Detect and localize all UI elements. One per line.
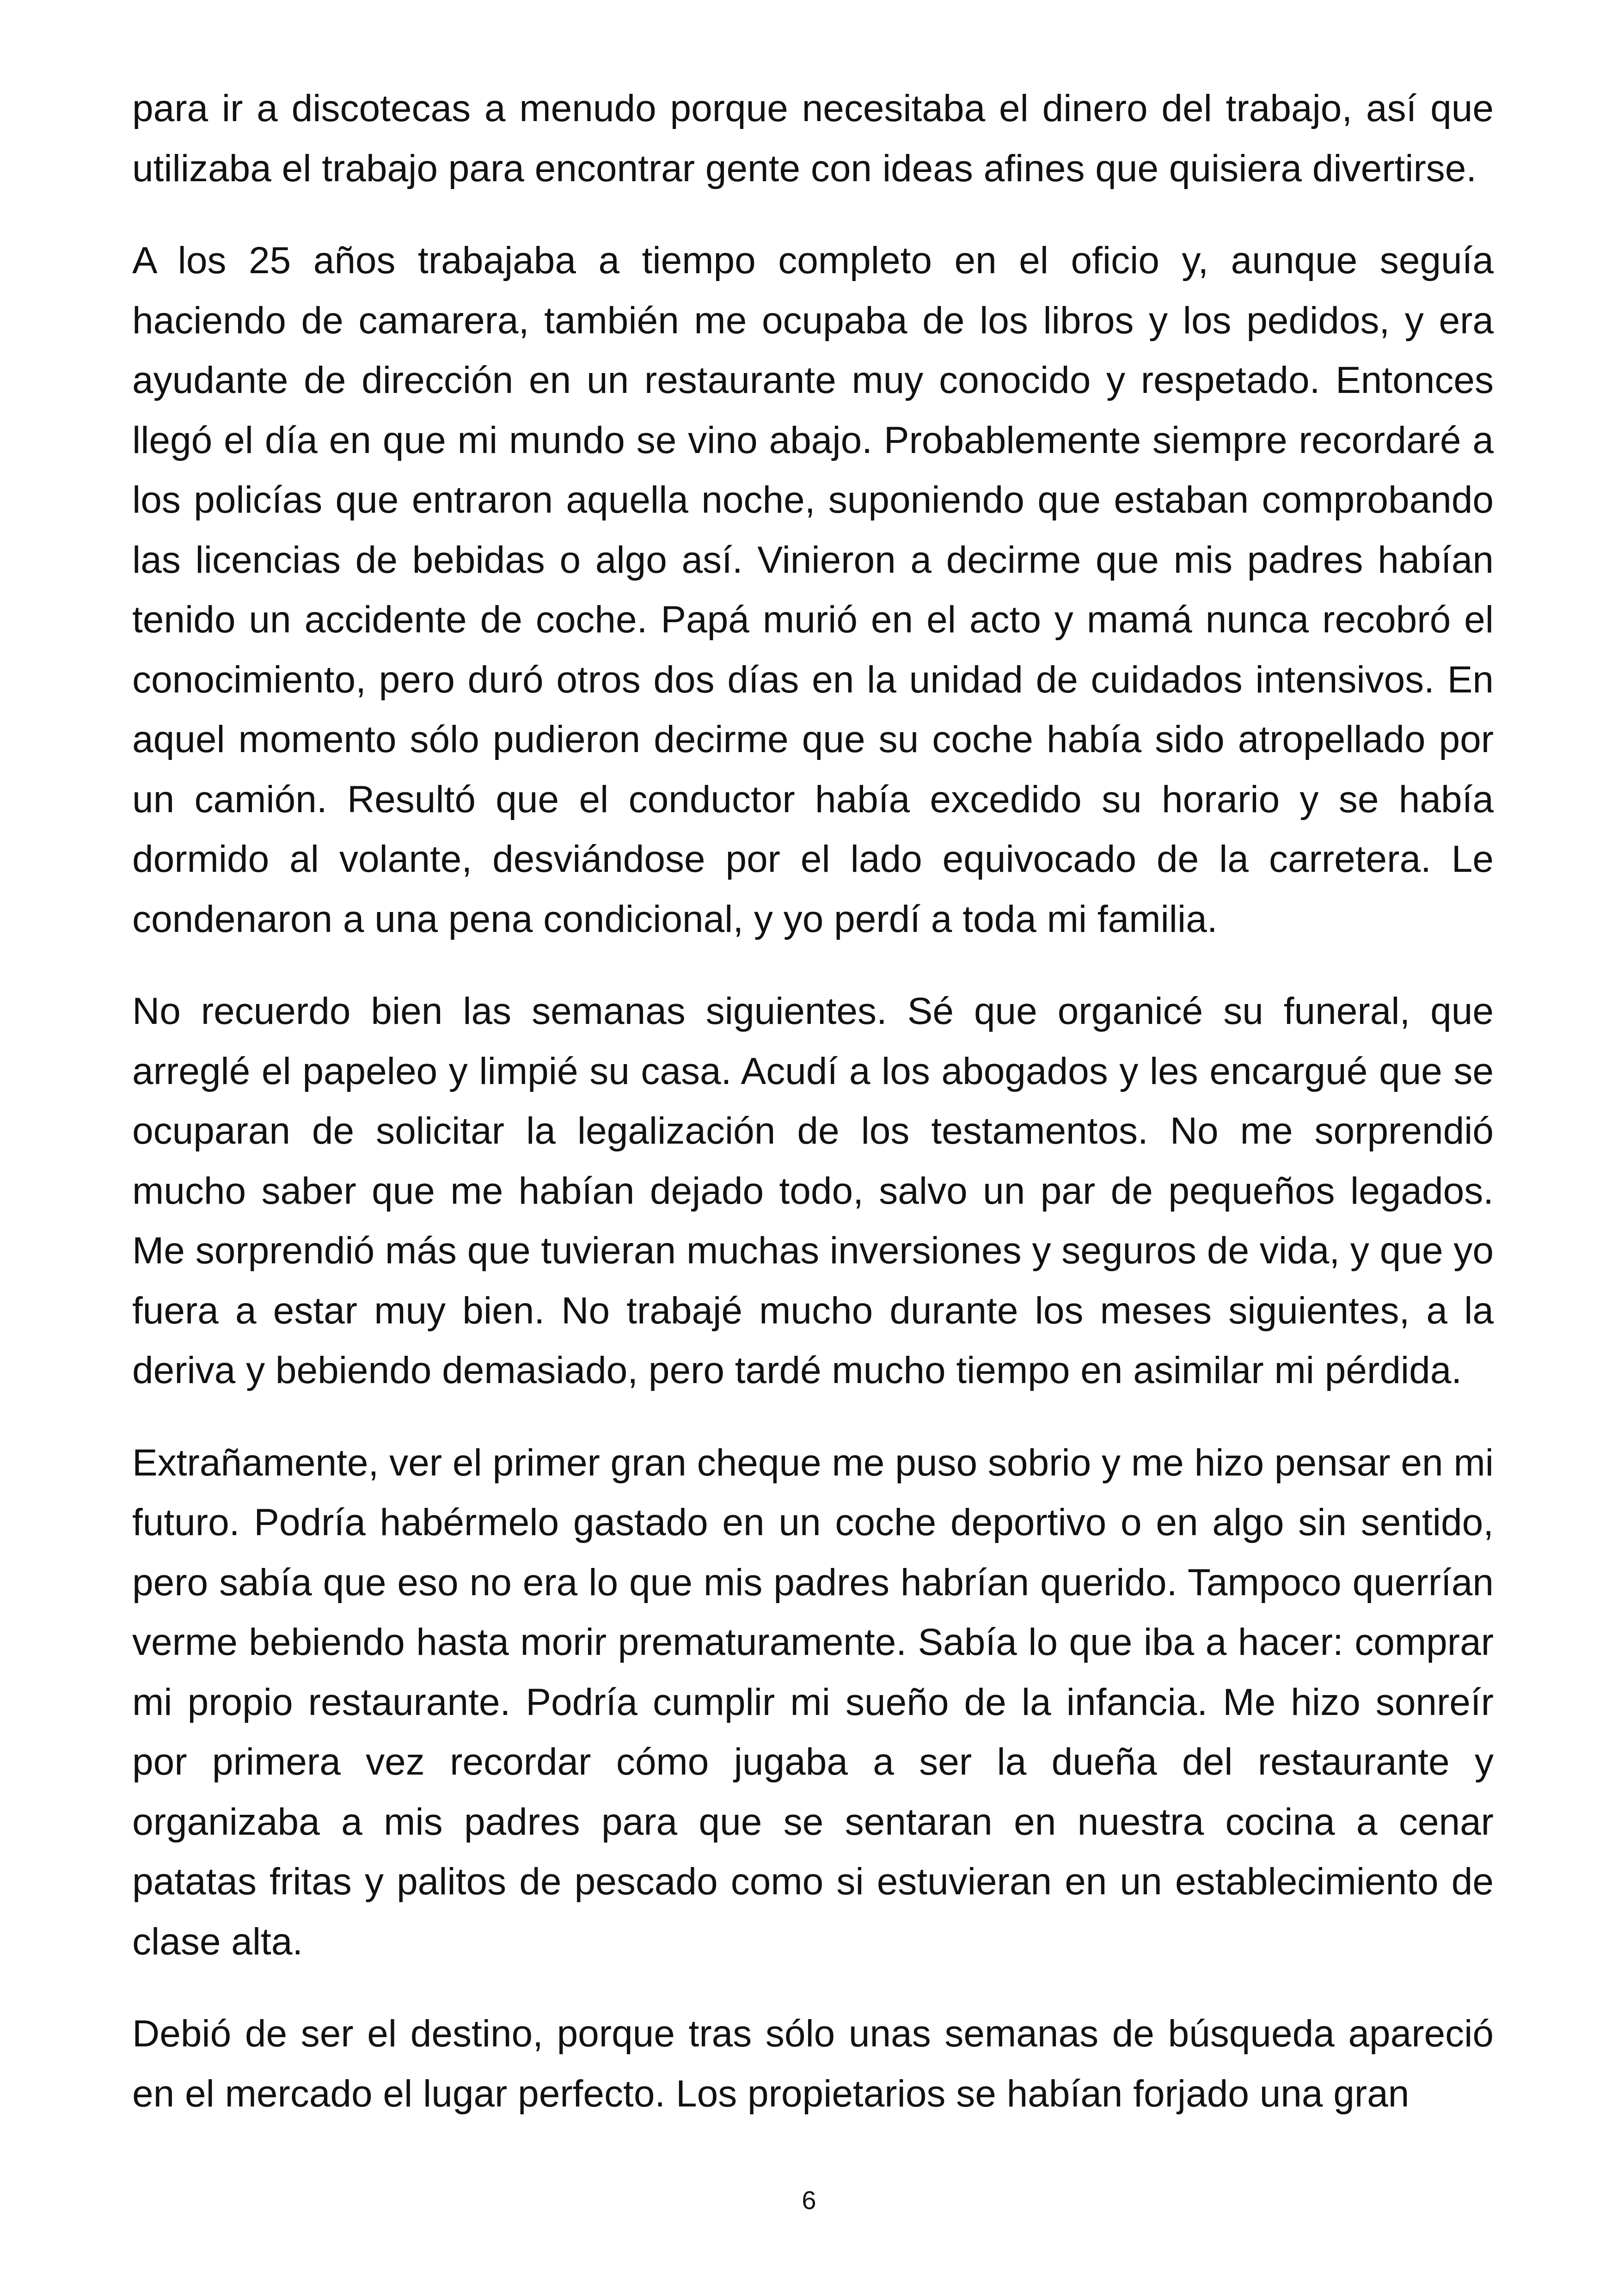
page-number: 6 bbox=[802, 2186, 816, 2215]
paragraph-4: Extrañamente, ver el primer gran cheque me puso sobrio y me hizo pensar en mi futuro. Podría habérmelo gastado en un coche deportivo o en algo sin sentido, pero sabía que eso no era lo que mis padres habrían querido. Tampoco querrían verme bebiendo hasta morir prematuramente. Sabía lo que iba a hacer: comprar mi propio restaurante. Podría cumplir mi sueño de la infancia. Me hizo sonreír por primera vez recordar cómo jugaba a ser la dueña del restaurante y organizaba a mis padres para que se sentaran en nuestra cocina a cenar patatas fritas y palitos de pescado como si estuvieran en un establecimiento de clase alta. bbox=[132, 1441, 1494, 1963]
paragraph-5: Debió de ser el destino, porque tras sólo unas semanas de búsqueda apareció en el mercado el lugar perfecto. Los propietarios se habían forjado una gran bbox=[132, 2013, 1494, 2115]
paragraph-2: A los 25 años trabajaba a tiempo completo en el oficio y, aunque seguía haciendo de camarera, también me ocupaba de los libros y los pedidos, y era ayudante de dirección en un restaurante muy conocido y respetado. Entonces llegó el día en que mi mundo se vino abajo. Probablemente siempre recordaré a los policías que entraron aquella noche, suponiendo que estaban comprobando las licencias de bebidas o algo así. Vinieron a decirme que mis padres habían tenido un accidente de coche. Papá murió en el acto y mamá nunca recobró el conocimiento, pero duró otros dos días en la unidad de cuidados intensivos. En aquel momento sólo pudieron decirme que su coche había sido atropellado por un camión. Resultó que el conductor había excedido su horario y se había dormido al volante, desviándose por el lado equivocado de la carretera. Le condenaron a una pena condicional, y yo perdí a toda mi familia. bbox=[132, 239, 1494, 940]
body-text bbox=[132, 79, 1494, 2156]
paragraph-3: No recuerdo bien las semanas siguientes. Sé que organicé su funeral, que arreglé el papeleo y limpié su casa. Acudí a los abogados y les encargué que se ocuparan de solicitar la legalización de los testamentos. No me sorprendió mucho saber que me habían dejado todo, salvo un par de pequeños legados. Me sorprendió más que tuvieran muchas inversiones y seguros de vida, y que yo fuera a estar muy bien. No trabajé mucho durante los meses siguientes, a la deriva y bebiendo demasiado, pero tardé mucho tiempo en asimilar mi pérdida. bbox=[132, 990, 1494, 1391]
paragraph-1: para ir a discotecas a menudo porque necesitaba el dinero del trabajo, así que utilizaba el trabajo para encontrar gente con ideas afines que quisiera divertirse. bbox=[132, 87, 1494, 190]
